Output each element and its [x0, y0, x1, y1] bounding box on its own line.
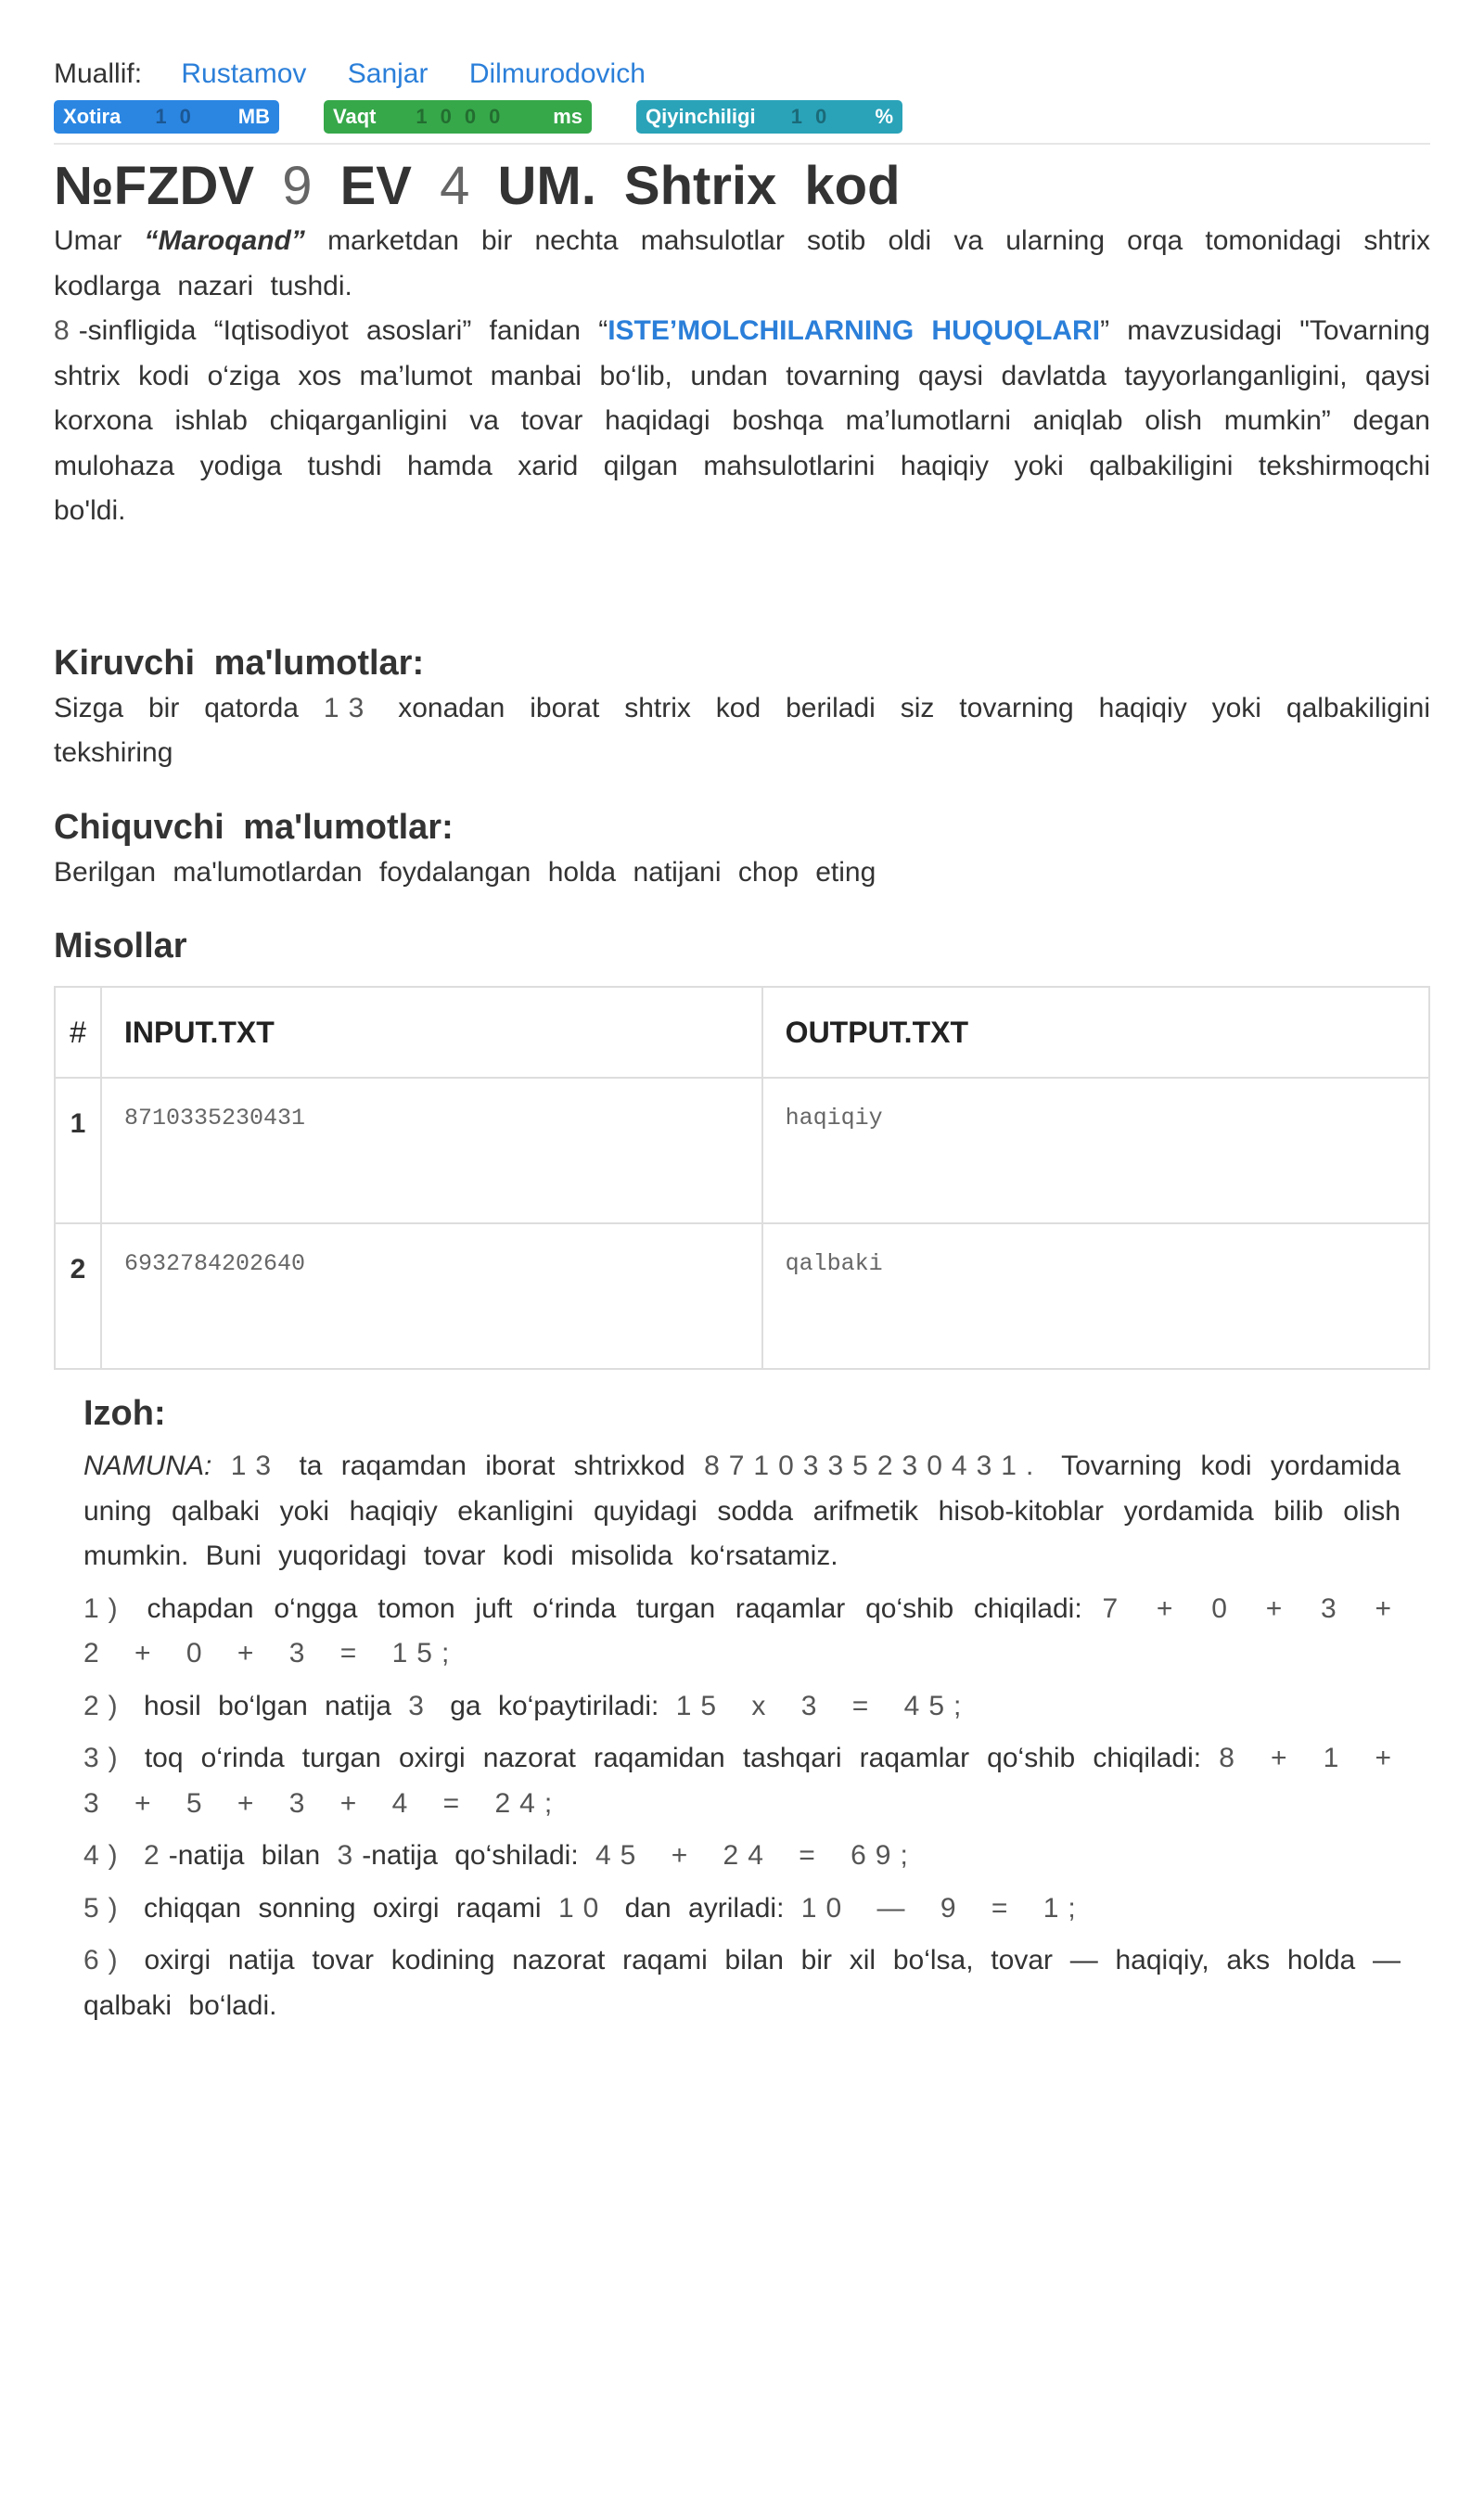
step-number: 6) [83, 1945, 127, 1975]
difficulty-value: 10 [790, 105, 840, 128]
row-index: 1 [55, 1078, 101, 1223]
author-patronymic-link[interactable]: Dilmurodovich [468, 58, 646, 89]
time-unit: ms [553, 105, 582, 128]
topic-link[interactable]: ISTE’MOLCHILARNING HUQUQLARI [608, 315, 1101, 346]
time-value: 1000 [416, 105, 514, 128]
step-number: 2) [83, 1690, 127, 1721]
statement-text: -sinfligida “Iqtisodiyot asoslari” fanidan “ [78, 315, 608, 346]
title-part-3: UM. Shtrix kod [497, 156, 901, 216]
step-expression: 8 + 1 + 3 + 5 + 3 + 4 = 24; [83, 1743, 1401, 1819]
step-number: 5) [83, 1892, 127, 1924]
memory-limit-badge [54, 100, 279, 134]
step-expression: 10 — 9 = 1; [800, 1892, 1085, 1924]
explanation-text: ta raqamdan iborat shtrixkod [299, 1451, 685, 1481]
step-number: 1) [83, 1592, 127, 1624]
column-header-output: OUTPUT.TXT [762, 987, 1429, 1078]
divider [54, 143, 1430, 145]
step-digit: 2 [144, 1840, 169, 1871]
step-text: -natija bilan [168, 1840, 321, 1871]
example-input: 6932784202640 [101, 1223, 762, 1369]
explanation-intro [83, 1444, 1401, 1579]
step-text: chapdan o‘ngga tomon juft o‘rinda turgan raqamlar qo‘shib chiqiladi: [147, 1592, 1082, 1624]
author-label: Muallif: [54, 58, 143, 89]
author-name-link[interactable]: Sanjar [347, 58, 429, 89]
table-row [55, 1223, 1429, 1369]
step-5 [83, 1886, 1401, 1932]
author-line [54, 56, 1430, 93]
problem-page [0, 56, 1484, 2028]
output-description: Berilgan ma'lumotlardan foydalangan holda natijani chop eting [54, 856, 876, 888]
statement-text: ” mavzusidagi "Tovarning shtrix kodi o‘ziga xos ma’lumot manbai bo‘lib, undan tovarning qaysi davlatda tayyorlanganligini, qaysi korxona ishlab chiqarganligini va tovar haqidagi boshqa ma’lumotlarni aniqlab olish mumkin” degan mulohaza yodiga tushdi hamda xarid qilgan mahsulotlarini haqiqiy yoki qalbakiligini tekshirmoqchi bo'ldi. [54, 315, 1430, 526]
step-digit: 3 [337, 1840, 363, 1871]
store-name: “Maroqand” [144, 225, 305, 256]
title-number-1: 9 [282, 156, 313, 216]
input-digit-count: 13 [323, 692, 374, 723]
limits-badges [54, 100, 1430, 134]
step-number: 3) [83, 1743, 127, 1773]
step-text: dan ayriladi: [624, 1892, 785, 1924]
table-row [55, 1078, 1429, 1223]
step-text: chiqqan sonning oxirgi raqami [144, 1892, 542, 1924]
input-text: xonadan iborat shtrix kod beriladi siz tovarning haqiqiy yoki qalbakiligini tekshiring [54, 692, 1430, 768]
examples-heading: Misollar [54, 927, 187, 965]
step-4 [83, 1834, 1401, 1879]
statement-paragraph-2 [54, 309, 1430, 534]
row-index: 2 [55, 1223, 101, 1369]
difficulty-label: Qiyinchiligi [646, 105, 756, 128]
sample-barcode: 8710335230431. [704, 1451, 1043, 1481]
statement-paragraph-1 [54, 219, 1430, 309]
step-expression: 15 x 3 = 45; [675, 1690, 971, 1721]
statement-text: Umar [54, 225, 122, 256]
time-limit-badge [324, 100, 592, 134]
step-digit: 3 [408, 1690, 433, 1721]
step-digit: 10 [557, 1892, 608, 1924]
explanation-section [54, 1390, 1430, 2028]
step-number: 4) [83, 1840, 127, 1871]
memory-unit: MB [237, 105, 270, 128]
explanation-text: Tovarning kodi yordamida uning qalbaki yoki haqiqiy ekanligini quyidagi sodda arifmetik hisob-kitoblar yordamida bilib olish mumkin. Buni yuqoridagi tovar kodi misolida ko‘rsatamiz. [83, 1451, 1401, 1571]
step-text: toq o‘rinda turgan oxirgi nazorat raqamidan tashqari raqamlar qo‘shib chiqiladi: [144, 1743, 1202, 1773]
step-text: ga ko‘paytiriladi: [450, 1690, 659, 1721]
author-surname-link[interactable]: Rustamov [181, 58, 307, 89]
column-header-index: # [55, 987, 101, 1078]
step-text: hosil bo‘lgan natija [144, 1690, 391, 1721]
step-3 [83, 1736, 1401, 1826]
step-2 [83, 1684, 1401, 1730]
example-output: haqiqiy [762, 1078, 1429, 1223]
input-heading: Kiruvchi ma'lumotlar: [54, 643, 425, 683]
time-label: Vaqt [333, 105, 377, 128]
step-expression: 45 + 24 = 69; [595, 1840, 917, 1871]
example-input: 8710335230431 [101, 1078, 762, 1223]
step-6 [83, 1938, 1401, 2028]
table-header-row [55, 987, 1429, 1078]
statement-text: marketdan bir nechta mahsulotlar sotib oldi va ularning orqa tomonidagi shtrix kodlarga nazari tushdi. [54, 225, 1431, 301]
grade-number: 8 [54, 315, 79, 346]
examples-table [54, 986, 1430, 1370]
step-1 [83, 1587, 1401, 1677]
difficulty-unit: % [875, 105, 893, 128]
column-header-input: INPUT.TXT [101, 987, 762, 1078]
step-text: oxirgi natija tovar kodining nazorat raqami bilan bir xil bo‘lsa, tovar — haqiqiy, aks holda — qalbaki bo‘ladi. [83, 1945, 1401, 2021]
title-number-2: 4 [440, 156, 470, 216]
sample-label: NAMUNA: [83, 1451, 212, 1481]
input-description [54, 686, 1430, 776]
sample-digit-count: 13 [230, 1451, 281, 1481]
step-expression: 7 + 0 + 3 + 2 + 0 + 3 = 15; [83, 1592, 1401, 1669]
memory-label: Xotira [63, 105, 122, 128]
step-text: -natija qo‘shiladi: [362, 1840, 579, 1871]
problem-title [54, 154, 1430, 219]
title-part-2: EV [339, 156, 412, 216]
output-heading: Chiquvchi ma'lumotlar: [54, 807, 454, 847]
title-part-1: №FZDV [54, 156, 255, 216]
difficulty-badge [636, 100, 902, 134]
example-output: qalbaki [762, 1223, 1429, 1369]
input-text: Sizga bir qatorda [54, 692, 299, 723]
memory-value: 10 [155, 105, 204, 128]
explanation-heading: Izoh: [83, 1394, 166, 1433]
